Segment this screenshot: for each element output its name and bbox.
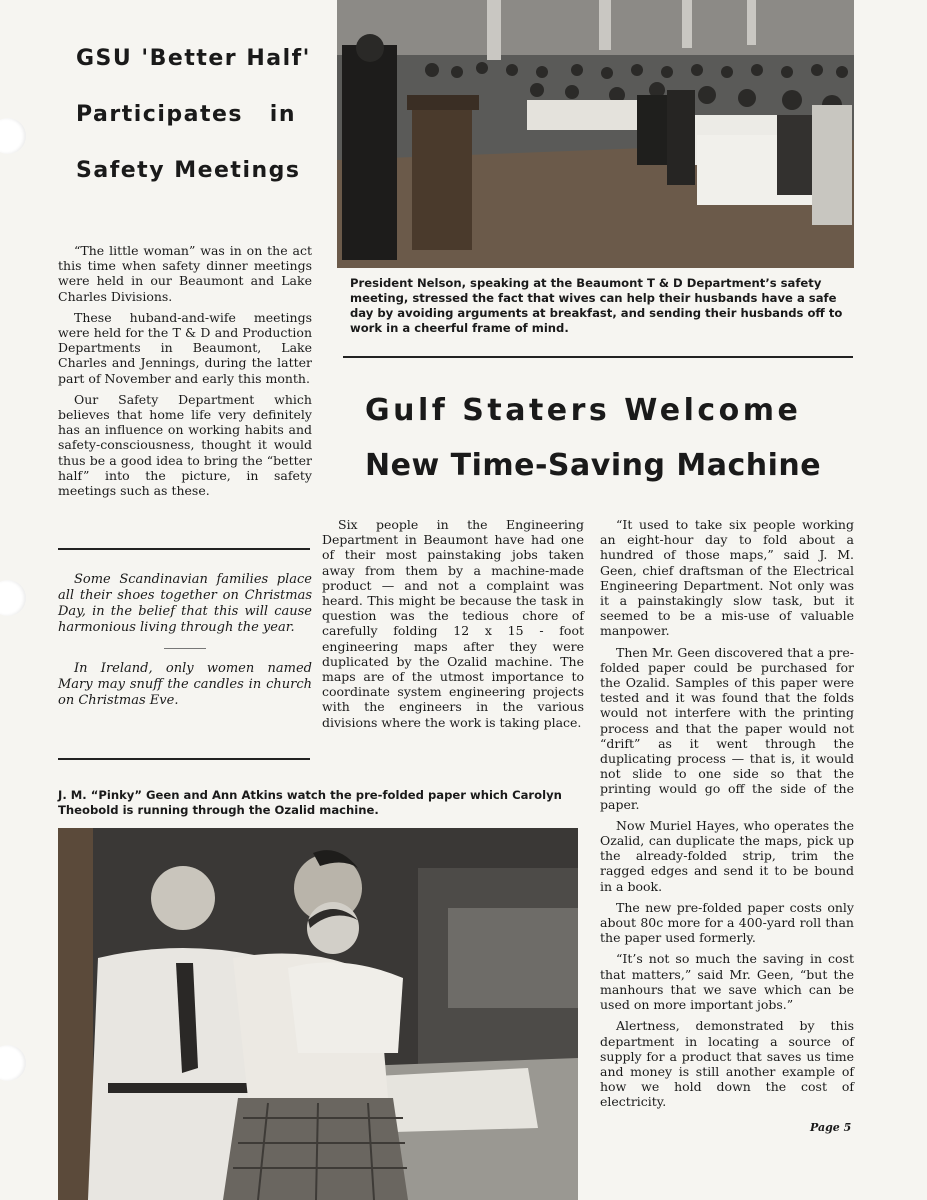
binder-hole	[0, 580, 26, 616]
banquet-photo-image	[337, 0, 854, 268]
paragraph: “The little woman” was in on the act this time when safety dinner meetings were held in our Beaumont and Lake Charles Divisions.	[58, 243, 312, 304]
paragraph: “It used to take six people working an eight-hour day to fold about a hundred of those maps,” said J. M. Geen, chief draftsman of the Electrical Engineering Department. Not only was it a painstakingly slow task, but it seemed to be a mis-use of valuable manpower.	[600, 517, 854, 639]
left-headline-word: Participates	[76, 102, 243, 127]
paragraph: Our Safety Department which believes that home life very definitely has an influence on working habits and safety-consciousness, thought it would thus be a good idea to bring the “better half” into the picture, in safety meetings such as these.	[58, 391, 312, 499]
main-article-column-2	[600, 517, 854, 1116]
paragraph: Six people in the Engineering Department in Beaumont have had one of their most painstaking jobs taken away from them by a machine-made product — and not a complaint was heard. This might be because the task in question was the tedious chore of carefully folding 12 x 15 - foot engineering maps after they were duplicated by the Ozalid machine. The maps are of the utmost importance to coordinate system engineering projects with the engineers in the various divisions where the work is taking place.	[322, 517, 584, 730]
binder-hole	[0, 118, 26, 154]
binder-hole	[0, 1045, 26, 1081]
divider-rule	[343, 356, 853, 358]
ozalid-machine-photo	[58, 828, 578, 1200]
paragraph: Alertness, demonstrated by this department in locating a source of supply for a product that saves us time and money is still another example of how we hold down the cost of electricity.	[600, 1018, 854, 1110]
filler-box	[58, 572, 312, 709]
left-headline-line3: Safety Meetings	[76, 158, 301, 183]
left-headline	[76, 48, 316, 216]
paragraph: These huband-and-wife meetings were held for the T & D and Production Departments in Beaumont, Lake Charles and Jennings, during the latter part of November and early this month.	[58, 309, 312, 386]
top-photo-caption: President Nelson, speaking at the Beaumont T & D Department’s safety meeting, stressed the fact that wives can help their husbands have a safe day by avoiding arguments at breakfast, and sending their husbands off to work in a cheerful frame of mind.	[350, 276, 843, 335]
divider-rule	[58, 548, 310, 550]
banquet-photo	[337, 0, 854, 268]
short-divider	[164, 648, 206, 649]
paragraph: Now Muriel Hayes, who operates the Ozalid, can duplicate the maps, pick up the already-folded strip, trim the ragged edges and send it to be bound in a book.	[600, 817, 854, 894]
paragraph: The new pre-folded paper costs only about 80c more for a 400-yard roll than the paper used formerly.	[600, 899, 854, 946]
left-headline-line2	[76, 104, 296, 160]
paragraph: Then Mr. Geen discovered that a pre-folded paper could be purchased for the Ozalid. Samples of this paper were tested and it was found that the folds would not interfere with the printing process and that the paper would not “drift” as it went through the duplicating process — that is, it would not slide to one side so that the printing would go off the side of the paper.	[600, 644, 854, 812]
main-article-column-1	[322, 517, 584, 736]
filler-text: Some Scandinavian families place all their shoes together on Christmas Day, in the belief that this will cause harmonious living through the year.	[58, 572, 312, 635]
left-headline-line1: GSU 'Better Half'	[76, 46, 311, 71]
divider-rule	[58, 758, 310, 760]
left-article	[58, 243, 312, 504]
paragraph: “It’s not so much the saving in cost that matters,” said Mr. Geen, “but the manhours that we save which can be used on more important jobs.”	[600, 951, 854, 1013]
filler-text: In Ireland, only women named Mary may snuff the candles in church on Christmas Eve.	[58, 661, 312, 708]
bottom-photo-caption: J. M. “Pinky” Geen and Ann Atkins watch the pre-folded paper which Carolyn Theobold is running through the Ozalid machine.	[58, 788, 562, 817]
left-headline-word: in	[269, 102, 296, 127]
ozalid-machine-photo-image	[58, 828, 578, 1200]
page-number: Page 5	[810, 1121, 852, 1134]
main-headline-line2: New Time-Saving Machine	[365, 448, 822, 483]
main-headline-line1: Gulf Staters Welcome	[365, 393, 802, 428]
